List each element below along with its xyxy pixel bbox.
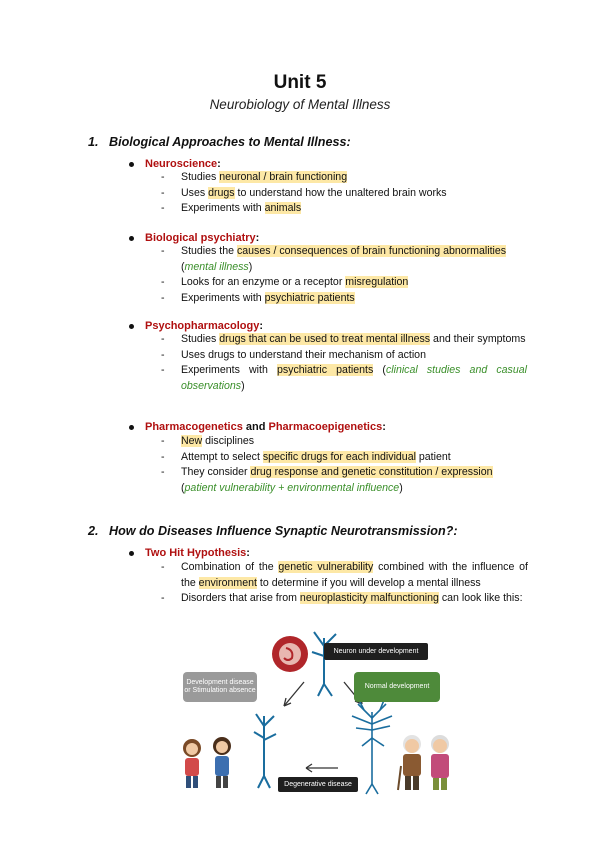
two-hit-diagram (178, 626, 478, 796)
neuron-sparse-icon (254, 714, 276, 788)
bullet-dot (129, 425, 134, 430)
section-2-heading (88, 524, 458, 538)
list-item: - Attempt to select specific drugs for each individual patient (161, 450, 451, 463)
text: ( (181, 260, 185, 273)
highlight: animals (264, 202, 302, 215)
text: combined with the influence of the (181, 561, 528, 589)
term: Pharmacogenetics (145, 421, 243, 433)
note: patient vulnerability + environmental influence (184, 481, 400, 494)
highlight: drug response and genetic constitution / expression (250, 466, 493, 479)
text: Experiments with (181, 202, 265, 215)
text: ( (373, 364, 386, 377)
colon: : (259, 320, 263, 332)
list-item: - New disciplines (161, 435, 255, 447)
highlight: neuroplasticity malfunctioning (299, 592, 439, 605)
text: to determine if you will develop a mental illness (256, 576, 481, 589)
colon: : (382, 421, 386, 433)
section-title: How do Diseases Influence Synaptic Neurotransmission?: (109, 524, 458, 538)
highlight: drugs that can be used to treat mental illness (219, 333, 431, 345)
section-1-heading (88, 135, 351, 149)
label-normal-development: Normal development (354, 672, 440, 702)
list-item: - Combination of the genetic vulnerability combined with the influence of the environment to determine if you will develop a mental illness (161, 561, 528, 589)
text: Experiments with (181, 364, 277, 377)
list-item: - Experiments with psychiatric patients (clinical studies and casual observations) (161, 364, 527, 392)
note: mental illness (184, 260, 249, 273)
list-item: - Uses drugs to understand their mechanism of action (161, 348, 426, 361)
bullet-pharmacogenetics (145, 421, 386, 433)
text: Studies the (181, 245, 237, 257)
sublist-neuroscience (161, 170, 526, 217)
highlight: psychiatric patients (276, 364, 374, 377)
highlight: genetic vulnerability (278, 561, 374, 573)
list-item: - Studies drugs that can be used to treat mental illness and their symptoms (161, 333, 526, 345)
text: Studies (181, 333, 220, 345)
highlight: drugs (208, 186, 235, 199)
term: Psychopharmacology (145, 320, 260, 332)
colon: : (255, 232, 260, 244)
label-neuron-development: Neuron under development (324, 643, 428, 660)
list-item: - Looks for an enzyme or a receptor misregulation (161, 276, 409, 289)
label-degenerative-disease: Degenerative disease (278, 777, 358, 792)
text: can look like this: (438, 592, 523, 605)
bullet-two-hit-hypothesis (145, 547, 250, 559)
text: Uses (181, 186, 209, 199)
elderly-couple-icon (398, 735, 449, 790)
term: Pharmacoepigenetics (268, 421, 383, 433)
text: to understand how the unaltered brain works (234, 186, 447, 199)
highlight: neuronal / brain functioning (219, 171, 348, 183)
children-icon (183, 737, 231, 788)
list-item: - Studies the causes / consequences of brain functioning abnormalities (mental illness) (161, 245, 507, 273)
text: Combination of the (181, 561, 279, 573)
neuron-dense-icon (352, 700, 392, 794)
term: Two Hit Hypothesis (145, 547, 247, 559)
note: clinical studies and casual observations (181, 364, 527, 392)
highlight: New (181, 435, 203, 447)
bullet-psychopharmacology (145, 320, 263, 332)
list-item: - Uses drugs to understand how the unaltered brain works (161, 186, 447, 199)
highlight: misregulation (345, 276, 409, 289)
section-title: Biological Approaches to Mental Illness: (109, 135, 351, 149)
term: Biological psychiatry (145, 232, 256, 244)
text: Disorders that arise from (181, 592, 300, 605)
highlight: environment (198, 576, 257, 589)
text: disciplines (202, 435, 255, 447)
text: Studies (181, 171, 220, 183)
page-title: Unit 5 (273, 72, 327, 93)
text: Uses drugs to understand their mechanism of action (181, 348, 426, 361)
connector: and (242, 421, 269, 433)
list-item: - Disorders that arise from neuroplasticity malfunctioning can look like this: (161, 592, 523, 605)
text: Attempt to select (181, 450, 263, 463)
list-item: - Studies neuronal / brain functioning (161, 171, 348, 183)
term: Neuroscience (145, 158, 218, 170)
highlight: psychiatric patients (264, 291, 355, 304)
neuron-top-icon (312, 632, 338, 696)
section-number: 1. (88, 135, 99, 149)
bullet-dot (129, 324, 134, 329)
text: patient (415, 450, 451, 463)
page-subtitle: Neurobiology of Mental Illness (209, 97, 391, 112)
text: Looks for an enzyme or a receptor (181, 276, 346, 289)
text: ( (181, 481, 185, 494)
highlight: specific drugs for each individual (262, 450, 416, 463)
list-item: - They consider drug response and genetic constitution / expression (patient vulnerability + environmental influence) (161, 466, 493, 494)
text: ) (248, 260, 253, 273)
highlight: causes / consequences of brain functioning abnormalities (236, 245, 507, 257)
text: They consider (181, 466, 251, 479)
list-item: - Experiments with psychiatric patients (161, 291, 355, 304)
sublist-pharmacogenetics (161, 434, 527, 496)
arrow-icon (284, 682, 304, 706)
label-development-disease: Development disease or Stimulation absence (183, 672, 257, 702)
bullet-neuroscience (145, 158, 221, 170)
embryo-inner (279, 643, 301, 665)
text: Experiments with (181, 291, 265, 304)
bullet-biological-psychiatry (145, 232, 259, 244)
section-number: 2. (88, 524, 99, 538)
colon: : (217, 158, 221, 170)
text: and their symptoms (430, 333, 526, 345)
text: ) (241, 379, 245, 392)
colon: : (246, 547, 250, 559)
bullet-dot (129, 162, 134, 167)
bullet-dot (129, 551, 134, 556)
sublist-psychopharmacology (161, 332, 527, 394)
list-item: - Experiments with animals (161, 202, 302, 215)
sublist-biological-psychiatry (161, 244, 529, 306)
sublist-two-hit (161, 560, 528, 607)
bullet-dot (129, 236, 134, 241)
text: ) (399, 481, 403, 494)
